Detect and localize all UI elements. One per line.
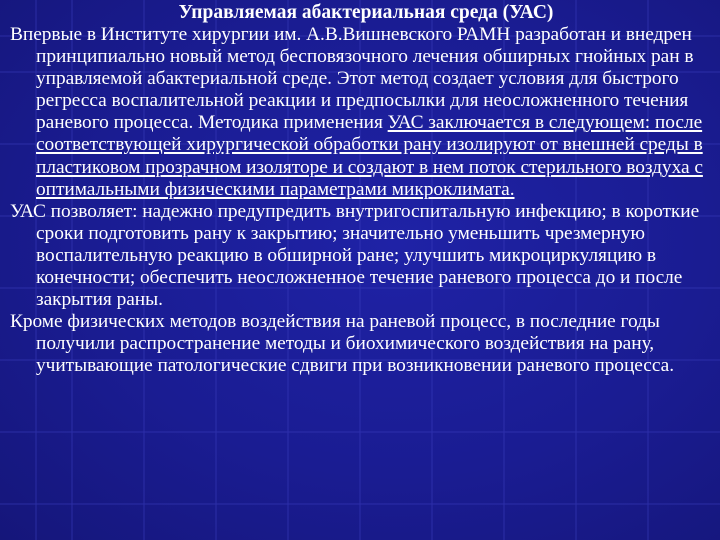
- paragraph-intro: [10, 24, 712, 201]
- paragraph-benefits: УАС позволяет: надежно предупредить внутригоспитальную инфекцию; в короткие сроки подготовить рану к закрытию; значительно уменьшить чрезмерную воспалительную реакцию в обширной ране; улучшить микроциркуляцию в конечности; обеспечить неосложненное течение раневого процесса до и после закрытия раны.: [10, 200, 700, 311]
- slide-content: [10, 2, 712, 378]
- paragraph-conclusion: Кроме физических методов воздействия на раневой процесс, в последние годы получили распространение методы и биохимического воздействия на рану, учитывающие патологические сдвиги при возникновении раневого процесса.: [10, 311, 675, 377]
- paragraph-intro-text: Впервые в Институте хирургии им. А.В.Вишневского РАМН разработан и внедрен принципиально новый метод бесповязочного лечения обширных гнойных ран в управляемой абактериальной среде. Этот метод создает условия для быстрого регресса воспалительной реакции и предпосылки для неосложненного течения раневого процесса. Методика применения: [10, 24, 694, 134]
- slide-title: Управляемая абактериальная среда (УАС): [178, 2, 554, 23]
- paragraph-intro-underlined-text: УАС заключается в следующем: после соответствующей хирургической обработки рану изолируют от внешней среды в пластиковом прозрачном изоляторе и создают в нем поток стерильного воздуха с оптимальными физическими параметрами микроклимата.: [36, 112, 703, 200]
